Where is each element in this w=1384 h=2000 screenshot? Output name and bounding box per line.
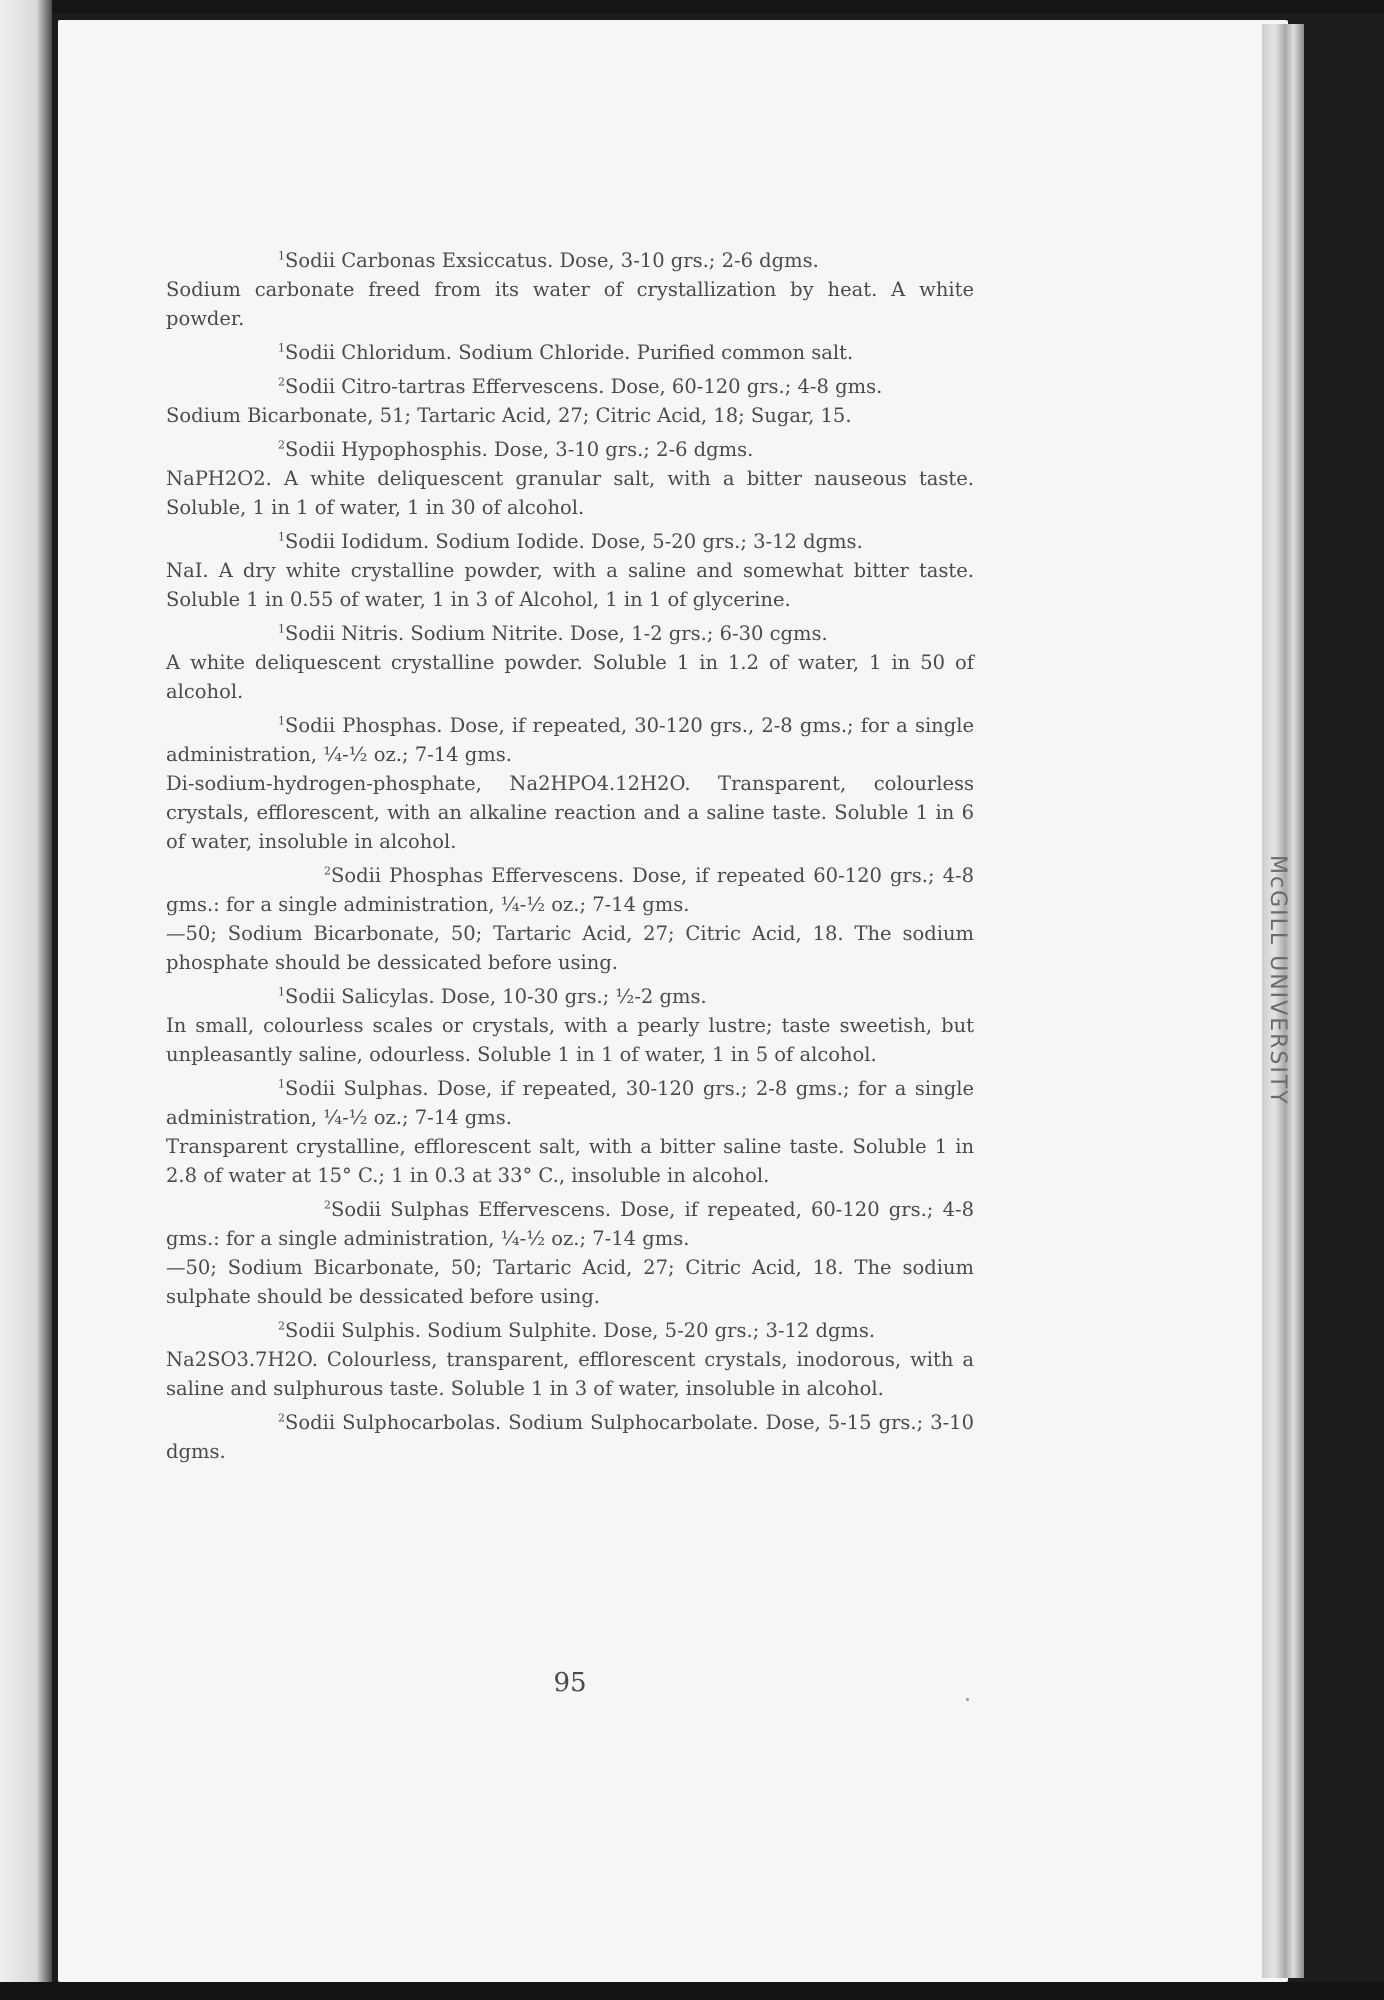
monograph-entry	[166, 711, 974, 856]
entry-description: Sodium Bicarbonate, 51; Tartaric Acid, 27; Citric Acid, 18; Sugar, 15.	[166, 404, 852, 427]
text-block	[166, 246, 974, 1471]
entry-description: Sodium carbonate freed from its water of crystallization by heat. A white powder.	[166, 278, 974, 330]
entry-heading-text: Sodii Chloridum. Sodium Chloride. Purified common salt.	[285, 341, 854, 364]
entry-heading	[166, 861, 974, 919]
footnote-mark: 2	[324, 864, 331, 878]
entry-description: —50; Sodium Bicarbonate, 50; Tartaric Acid, 27; Citric Acid, 18. The sodium phosphate should be dessicated before using.	[166, 922, 974, 974]
facing-page-edge	[0, 0, 52, 2000]
scan-top-edge	[0, 0, 1384, 14]
entry-description: NaPH2O2. A white deliquescent granular salt, with a bitter nauseous taste. Soluble, 1 in 1 of water, 1 in 30 of alcohol.	[166, 467, 974, 519]
entry-heading-text: Sodii Nitris. Sodium Nitrite. Dose, 1-2 grs.; 6-30 cgms.	[285, 622, 828, 645]
monograph-entry	[166, 1316, 974, 1403]
entry-heading	[166, 1316, 974, 1345]
footnote-mark: 2	[278, 375, 285, 389]
page-number: 95	[553, 1668, 587, 1698]
footnote-mark: 1	[278, 714, 285, 728]
entry-description: A white deliquescent crystalline powder. Soluble 1 in 1.2 of water, 1 in 50 of alcohol.	[166, 651, 974, 703]
footnote-mark: 1	[278, 622, 285, 636]
footnote-mark: 2	[278, 1411, 285, 1425]
footnote-mark: 1	[278, 985, 285, 999]
entry-heading	[166, 711, 974, 769]
scan-bottom-edge	[0, 1982, 1384, 2000]
entry-heading-text: Sodii Citro-tartras Effervescens. Dose, 60-120 grs.; 4-8 gms.	[285, 375, 883, 398]
entry-description: Di-sodium-hydrogen-phosphate, Na2HPO4.12H2O. Transparent, colourless crystals, efflorescent, with an alkaline reaction and a saline taste. Soluble 1 in 6 of water, insoluble in alcohol.	[166, 772, 974, 853]
entry-heading-text: Sodii Sulphas. Dose, if repeated, 30-120 grs.; 2-8 gms.; for a single administration, ¼-½ oz.; 7-14 gms.	[166, 1077, 974, 1129]
entry-heading	[166, 982, 974, 1011]
entry-heading	[166, 1074, 974, 1132]
footnote-mark: 1	[278, 249, 285, 263]
entry-heading	[166, 527, 974, 556]
monograph-entry	[166, 619, 974, 706]
entry-description: Transparent crystalline, efflorescent salt, with a bitter saline taste. Soluble 1 in 2.8 of water at 15° C.; 1 in 0.3 at 33° C., insoluble in alcohol.	[166, 1135, 974, 1187]
entry-heading-text: Sodii Iodidum. Sodium Iodide. Dose, 5-20 grs.; 3-12 dgms.	[285, 530, 863, 553]
entry-description: In small, colourless scales or crystals, with a pearly lustre; taste sweetish, but unpleasantly saline, odourless. Soluble 1 in 1 of water, 1 in 5 of alcohol.	[166, 1014, 974, 1066]
scan-speck	[966, 1698, 969, 1701]
entry-heading	[166, 338, 974, 367]
entry-heading	[166, 1195, 974, 1253]
edge-stamp: McGILL UNIVERSITY	[1265, 854, 1290, 1106]
monograph-entry	[166, 338, 974, 367]
monograph-entry	[166, 372, 974, 430]
monograph-entry	[166, 1074, 974, 1190]
monograph-entry	[166, 861, 974, 977]
entry-heading	[166, 246, 974, 275]
footnote-mark: 1	[278, 1077, 285, 1091]
footnote-mark: 1	[278, 341, 285, 355]
footnote-mark: 2	[278, 1319, 285, 1333]
monograph-entry	[166, 1195, 974, 1311]
entry-heading-text: Sodii Carbonas Exsiccatus. Dose, 3-10 grs.; 2-6 dgms.	[285, 249, 819, 272]
monograph-entry	[166, 1408, 974, 1466]
entry-heading-text: Sodii Sulphis. Sodium Sulphite. Dose, 5-20 grs.; 3-12 dgms.	[285, 1319, 876, 1342]
monograph-entry	[166, 246, 974, 333]
footnote-mark: 2	[324, 1198, 331, 1212]
entry-heading	[166, 619, 974, 648]
entry-heading	[166, 372, 974, 401]
monograph-entry	[166, 527, 974, 614]
entry-heading-text: Sodii Sulphocarbolas. Sodium Sulphocarbolate. Dose, 5-15 grs.; 3-10 dgms.	[166, 1411, 974, 1463]
entry-heading	[166, 435, 974, 464]
entry-description: —50; Sodium Bicarbonate, 50; Tartaric Acid, 27; Citric Acid, 18. The sodium sulphate should be dessicated before using.	[166, 1256, 974, 1308]
entry-heading-text: Sodii Phosphas. Dose, if repeated, 30-120 grs., 2-8 gms.; for a single administration, ¼-½ oz.; 7-14 gms.	[166, 714, 974, 766]
entry-description: Na2SO3.7H2O. Colourless, transparent, efflorescent crystals, inodorous, with a saline and sulphurous taste. Soluble 1 in 3 of water, insoluble in alcohol.	[166, 1348, 974, 1400]
entry-description: NaI. A dry white crystalline powder, with a saline and somewhat bitter taste. Soluble 1 in 0.55 of water, 1 in 3 of Alcohol, 1 in 1 of glycerine.	[166, 559, 974, 611]
footnote-mark: 1	[278, 530, 285, 544]
entry-heading-text: Sodii Sulphas Effervescens. Dose, if repeated, 60-120 grs.; 4-8 gms.: for a single administration, ¼-½ oz.; 7-14 gms.	[166, 1198, 974, 1250]
entry-heading-text: Sodii Phosphas Effervescens. Dose, if repeated 60-120 grs.; 4-8 gms.: for a single administration, ¼-½ oz.; 7-14 gms.	[166, 864, 974, 916]
footnote-mark: 2	[278, 438, 285, 452]
entry-heading-text: Sodii Salicylas. Dose, 10-30 grs.; ½-2 gms.	[285, 985, 707, 1008]
monograph-entry	[166, 435, 974, 522]
monograph-entry	[166, 982, 974, 1069]
entry-heading	[166, 1408, 974, 1466]
entry-heading-text: Sodii Hypophosphis. Dose, 3-10 grs.; 2-6 dgms.	[285, 438, 754, 461]
